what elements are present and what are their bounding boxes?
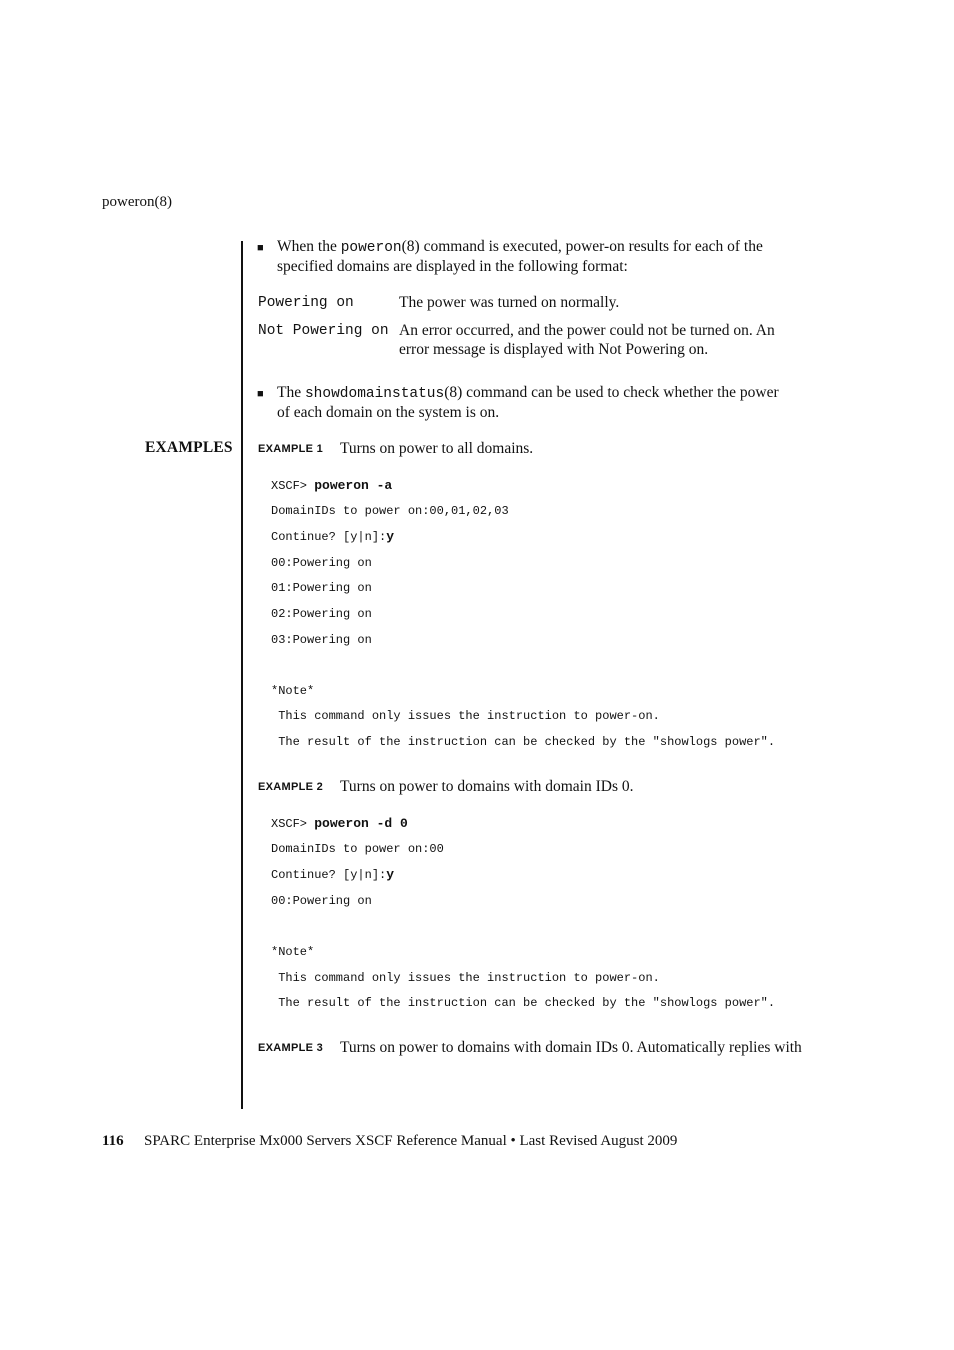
code-continue-line bbox=[271, 529, 394, 544]
definition-desc bbox=[399, 294, 839, 313]
code-command: poweron -a bbox=[314, 478, 393, 493]
code-continue-prompt: Continue? [y|n]: bbox=[271, 530, 387, 544]
definition-desc-line: An error occurred, and the power could not be turned on. An bbox=[399, 322, 775, 339]
code-prompt: XSCF> bbox=[271, 817, 315, 831]
example-label: EXAMPLE 3 bbox=[258, 1042, 324, 1054]
definition-desc bbox=[399, 322, 839, 359]
bullet-marker: ■ bbox=[257, 242, 264, 254]
code-output-line: DomainIDs to power on:00 bbox=[271, 842, 444, 856]
bullet-line-1 bbox=[277, 384, 837, 404]
definition-desc-line: error message is displayed with Not Powering on. bbox=[399, 340, 709, 358]
bullet-text bbox=[277, 384, 837, 422]
code-output-line: 01:Powering on bbox=[271, 581, 372, 595]
code-output-line: DomainIDs to power on:00,01,02,03 bbox=[271, 504, 509, 518]
example-label: EXAMPLE 2 bbox=[258, 781, 324, 793]
code-output-line: 00:Powering on bbox=[271, 556, 372, 570]
bullet-prefix: The bbox=[277, 384, 305, 401]
definition-term: Powering on bbox=[258, 295, 354, 311]
code-output-line: 03:Powering on bbox=[271, 633, 372, 647]
code-note-line: The result of the instruction can be checked by the "showlogs power". bbox=[271, 735, 776, 749]
bullet-suffix: (8) command is executed, power-on results for each of the bbox=[401, 238, 763, 255]
code-note-line: This command only issues the instruction to power-on. bbox=[271, 971, 660, 985]
footer-text: SPARC Enterprise Mx000 Servers XSCF Reference Manual • Last Revised August 2009 bbox=[144, 1133, 678, 1149]
example-label: EXAMPLE 1 bbox=[258, 443, 324, 455]
bullet-prefix: When the bbox=[277, 238, 341, 255]
section-label-examples: EXAMPLES bbox=[145, 439, 233, 456]
bullet-line-2: of each domain on the system is on. bbox=[277, 403, 500, 421]
code-output-line: 00:Powering on bbox=[271, 894, 372, 908]
running-head: poweron(8) bbox=[102, 194, 172, 210]
code-continue-line bbox=[271, 867, 394, 882]
code-prompt: XSCF> bbox=[271, 479, 315, 493]
bullet-line-2: specified domains are displayed in the following format: bbox=[277, 257, 628, 275]
example-title: Turns on power to domains with domain IDs 0. bbox=[340, 778, 634, 795]
bullet-text bbox=[277, 238, 837, 276]
code-note-head: *Note* bbox=[271, 945, 315, 959]
code-command: poweron -d 0 bbox=[314, 816, 408, 831]
inline-command: showdomainstatus bbox=[304, 386, 445, 402]
code-continue-answer: y bbox=[386, 529, 395, 544]
definition-term: Not Powering on bbox=[258, 323, 389, 339]
code-output-line: 02:Powering on bbox=[271, 607, 372, 621]
code-note-line: This command only issues the instruction to power-on. bbox=[271, 709, 660, 723]
inline-command: poweron bbox=[340, 240, 402, 256]
bullet-marker: ■ bbox=[257, 388, 264, 400]
code-continue-prompt: Continue? [y|n]: bbox=[271, 868, 387, 882]
definition-desc-line: The power was turned on normally. bbox=[399, 294, 620, 311]
example-title: Turns on power to all domains. bbox=[340, 440, 534, 457]
example-title: Turns on power to domains with domain IDs 0. Automatically replies with bbox=[340, 1039, 802, 1056]
page-number: 116 bbox=[102, 1133, 124, 1149]
bullet-suffix: (8) command can be used to check whether the power bbox=[444, 384, 779, 401]
bullet-line-1 bbox=[277, 238, 837, 258]
code-command-line bbox=[271, 478, 392, 493]
code-note-head: *Note* bbox=[271, 684, 315, 698]
section-vertical-rule bbox=[241, 241, 243, 1109]
code-note-line: The result of the instruction can be checked by the "showlogs power". bbox=[271, 996, 776, 1010]
code-continue-answer: y bbox=[386, 867, 395, 882]
code-command-line bbox=[271, 816, 408, 831]
